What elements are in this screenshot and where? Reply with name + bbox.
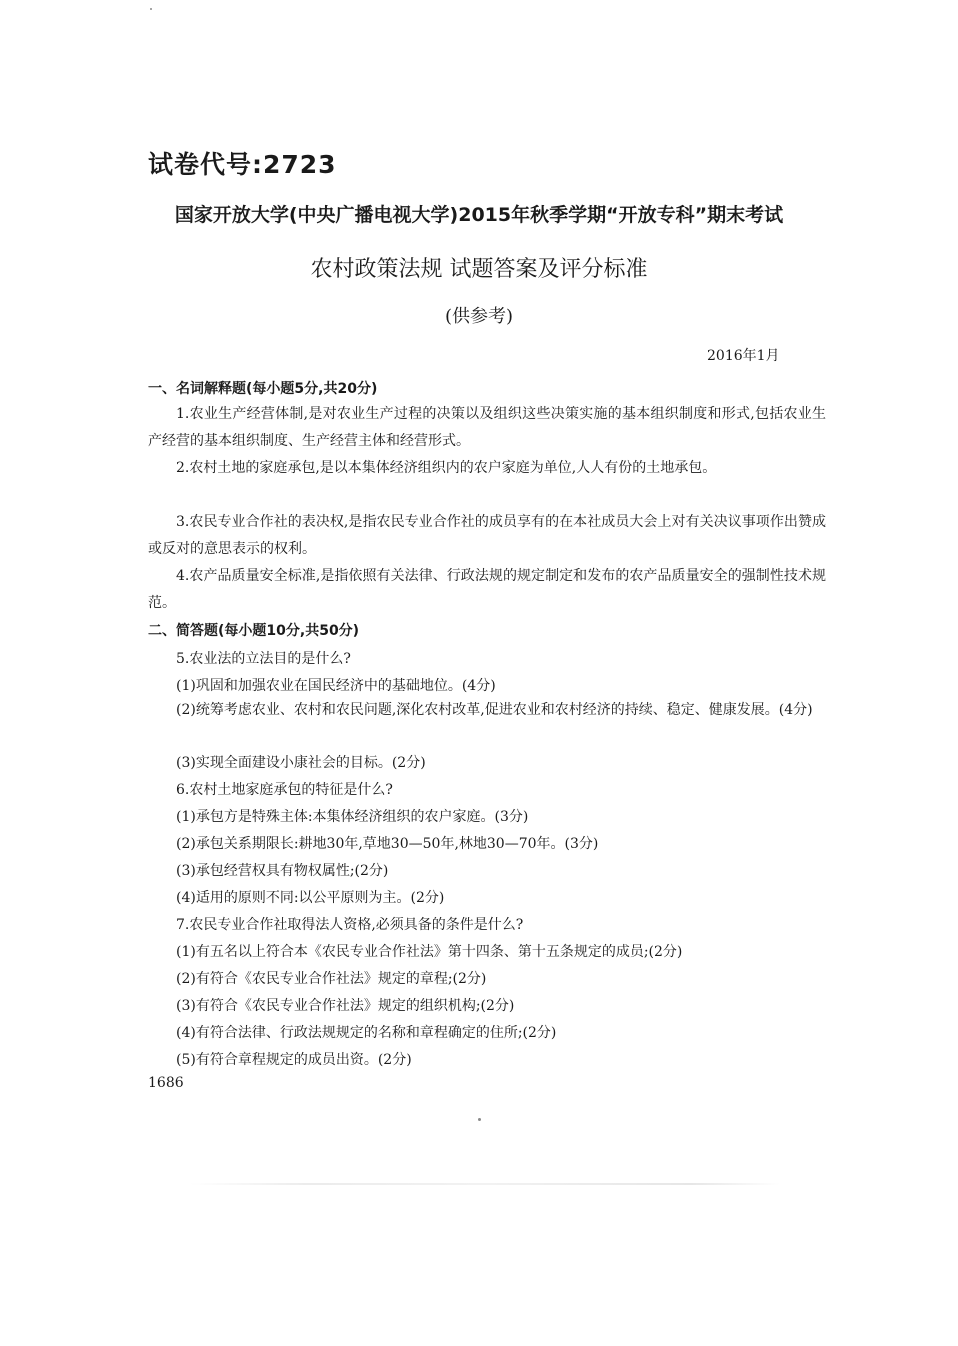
q7-answer-2: (2)有符合《农民专业合作社法》规定的章程;(2分) bbox=[176, 971, 487, 987]
paper-code: 试卷代号:2723 bbox=[148, 150, 337, 179]
q7-answer-5: (5)有符合章程规定的成员出资。(2分) bbox=[176, 1052, 412, 1068]
exam-title: 国家开放大学(中央广播电视大学)2015年秋季学期“开放专科”期末考试 bbox=[174, 204, 784, 226]
question-7: 7.农民专业合作社取得法人资格,必须具备的条件是什么? bbox=[176, 917, 524, 933]
q5-answer-1: (1)巩固和加强农业在国民经济中的基础地位。(4分) bbox=[176, 678, 496, 694]
q6-answer-3: (3)承包经营权具有物权属性;(2分) bbox=[176, 863, 389, 879]
definition-item-3: 3.农民专业合作社的表决权,是指农民专业合作社的成员享有的在本社成员大会上对有关决议事项作出赞成或反对的意思表示的权利。 bbox=[148, 514, 826, 557]
q7-answer-1: (1)有五名以上符合本《农民专业合作社法》第十四条、第十五条规定的成员;(2分) bbox=[176, 944, 683, 960]
reference-note: (供参考) bbox=[444, 306, 514, 327]
q6-answer-2: (2)承包关系期限长:耕地30年,草地30—50年,林地30—70年。(3分) bbox=[176, 836, 599, 852]
page-number: 1686 bbox=[148, 1075, 184, 1091]
question-6: 6.农村土地家庭承包的特征是什么? bbox=[176, 782, 393, 798]
question-5: 5.农业法的立法目的是什么? bbox=[176, 651, 351, 667]
q6-answer-1: (1)承包方是特殊主体:本集体经济组织的农户家庭。(3分) bbox=[176, 809, 529, 825]
definition-item-4: 4.农产品质量安全标准,是指依照有关法律、行政法规的规定制定和发布的农产品质量安全的强制性技术规范。 bbox=[148, 568, 826, 611]
definition-item-1: 1.农业生产经营体制,是对农业生产过程的决策以及组织这些决策实施的基本组织制度和形式,包括农业生产经营的基本组织制度、生产经营主体和经营形式。 bbox=[148, 406, 826, 449]
q6-answer-4: (4)适用的原则不同:以公平原则为主。(2分) bbox=[176, 890, 445, 906]
q7-answer-4: (4)有符合法律、行政法规规定的名称和章程确定的住所;(2分) bbox=[176, 1025, 557, 1041]
subject-title: 农村政策法规 试题答案及评分标准 bbox=[310, 257, 648, 282]
section-heading-short-answer: 二、简答题(每小题10分,共50分) bbox=[148, 623, 360, 639]
exam-date: 2016年1月 bbox=[707, 348, 780, 364]
section-heading-definitions: 一、名词解释题(每小题5分,共20分) bbox=[148, 381, 378, 397]
scan-speck bbox=[150, 8, 152, 10]
q7-answer-3: (3)有符合《农民专业合作社法》规定的组织机构;(2分) bbox=[176, 998, 515, 1014]
q5-answer-3: (3)实现全面建设小康社会的目标。(2分) bbox=[176, 755, 426, 771]
q5-answer-2: (2)统筹考虑农业、农村和农民问题,深化农村改革,促进农业和农村经济的持续、稳定、健康发展。(4分) bbox=[176, 702, 813, 718]
definition-item-2: 2.农村土地的家庭承包,是以本集体经济组织内的农户家庭为单位,人人有份的土地承包。 bbox=[176, 460, 717, 476]
scan-artifact-line bbox=[190, 1183, 780, 1185]
scan-speck bbox=[478, 1118, 481, 1121]
